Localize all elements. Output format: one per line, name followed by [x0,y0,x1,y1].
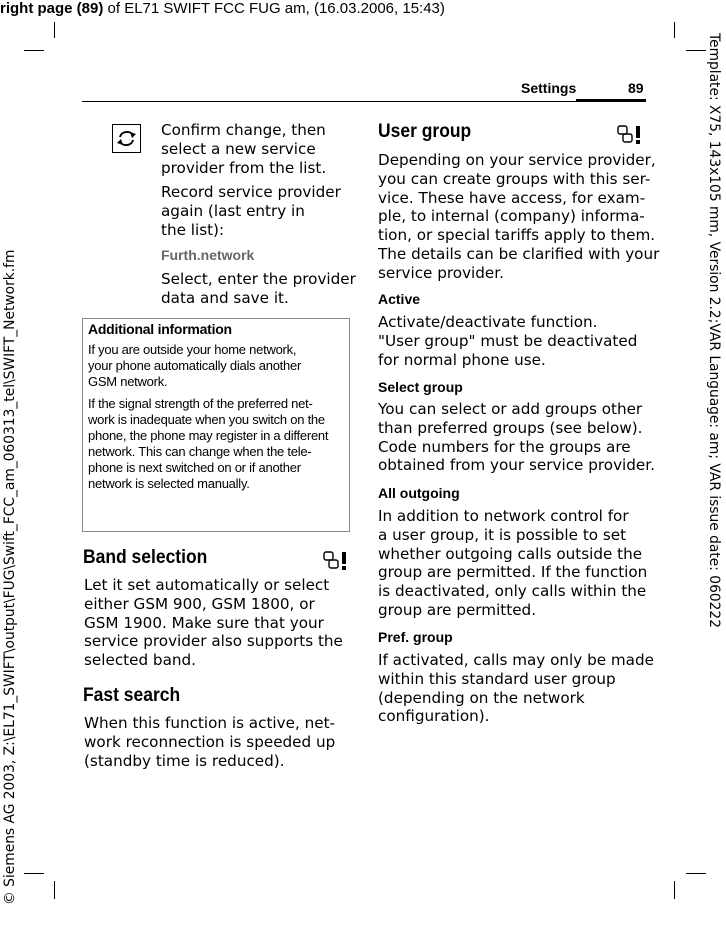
header-rule-thick [576,99,646,102]
all-outgoing-label: All outgoing [378,485,460,501]
additional-info-content [88,321,350,492]
crop-mark [54,22,55,38]
info-paragraph: If the signal strength of the preferred net- work is inadequate when you switch on the phone, the phone may register in a different network. This can change when the tele- phone is next switched on or if another network is selected manually. [88,396,329,491]
select-provider-text: Select, enter the provider data and save it. [161,270,356,307]
active-text: Activate/deactivate function. "User group" must be deactivated for normal phone use. [378,313,638,369]
crop-mark [674,22,675,38]
crop-mark [24,873,44,874]
header-rule [82,101,646,102]
record-provider-text: Record service provider again (last entry in the list): [161,183,341,239]
crop-mark [54,881,55,899]
pref-group-text: If activated, calls may only be made within this standard user group (depending on the network configuration). [378,651,654,726]
crop-mark [674,881,675,899]
select-group-label: Select group [378,379,463,395]
all-outgoing-text: In addition to network control for a user group, it is possible to set whether outgoing calls outside the group are permitted. If the function is deactivated, only calls within the group are permitted. [378,507,648,619]
change-provider-icon [112,124,141,153]
user-group-heading: User group [378,121,472,142]
band-selection-heading: Band selection [83,547,208,568]
user-group-text: Depending on your service provider, you can create groups with this ser- vice. These have access, for exam- ple, to internal (company) informa- tion, or special tariffs apply to them. The details can be clarified with your service provider. [378,151,660,282]
info-box-title: Additional information [88,321,232,337]
crop-mark [686,50,706,51]
page-info-header [0,0,445,17]
active-label: Active [378,291,421,307]
page-number: 89 [628,80,644,96]
confirm-change-text: Confirm change, then select a new service provider from the list. [161,121,327,177]
page-label: right page (89) [0,0,104,17]
fast-search-heading: Fast search [83,685,181,706]
provider-dependent-icon [616,124,644,151]
info-paragraph: If you are outside your home network, your phone automatically dials another GSM network. [88,342,302,389]
crop-mark [24,50,44,51]
pref-group-label: Pref. group [378,629,453,645]
section-title: Settings [521,80,577,96]
provider-dependent-icon [322,550,350,577]
file-info: of EL71 SWIFT FCC FUG am, (16.03.2006, 15:43) [103,0,445,17]
crop-mark [686,873,706,874]
band-selection-text: Let it set automatically or select either GSM 900, GSM 1800, or GSM 1900. Make sure that your service provider also supports the selected band. [84,576,343,670]
select-group-text: You can select or add groups other than preferred groups (see below). Code numbers for the groups are obtained from your service provider. [378,400,655,475]
fast-search-text: When this function is active, net- work reconnection is speeded up (standby time is reduced). [84,714,336,770]
template-margin-text: Template: X75, 143x105 mm, Version 2.2;VAR Language: am; VAR issue date: 060222 [706,33,722,628]
copyright-margin-text: © Siemens AG 2003, Z:\EL71_SWIFT\output\FUG\Swift_FCC_am_060313_tel\SWIFT_Network.fm [2,249,18,905]
furth-network-label: Furth.network [161,247,255,263]
